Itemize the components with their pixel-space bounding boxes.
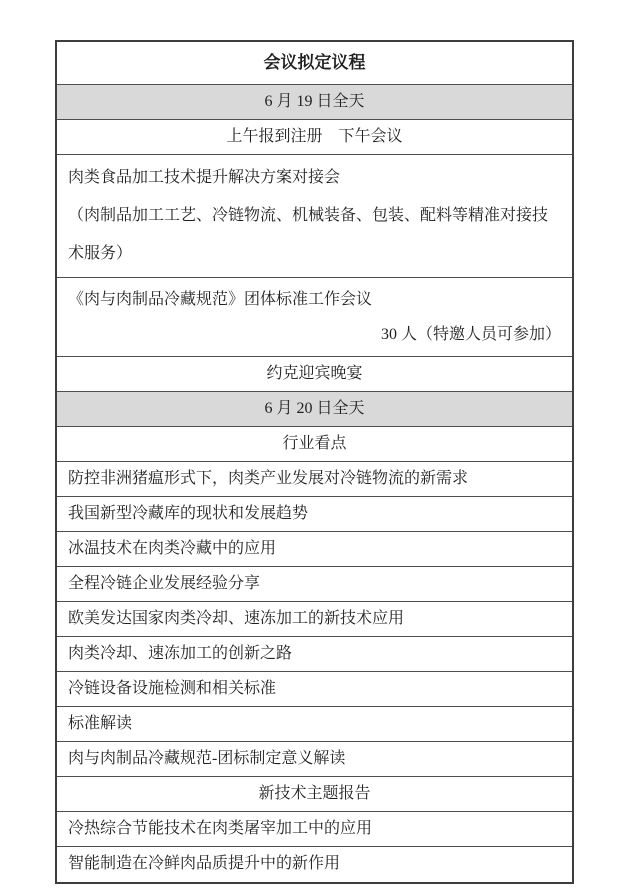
title-row bbox=[57, 42, 572, 85]
table-row bbox=[57, 847, 572, 882]
row-text: 30 人（特邀人员可参加） bbox=[380, 326, 561, 343]
row-text: 我国新型冷藏库的现状和发展趋势 bbox=[68, 504, 309, 522]
row-text: 欧美发达国家肉类冷却、速冻加工的新技术应用 bbox=[68, 609, 405, 627]
table-row bbox=[57, 532, 572, 567]
row-text: 会议拟定议程 bbox=[263, 53, 366, 73]
day-header-row bbox=[57, 85, 572, 120]
table-row bbox=[57, 602, 572, 637]
row-text: 全程冷链企业发展经验分享 bbox=[68, 574, 261, 592]
row-text: 冷热综合节能技术在肉类屠宰加工中的应用 bbox=[68, 819, 373, 837]
table-row bbox=[57, 155, 572, 278]
table-row bbox=[57, 497, 572, 532]
row-text: 约克迎宾晚宴 bbox=[266, 364, 363, 382]
row-text: 冷链设备设施检测和相关标准 bbox=[68, 679, 277, 697]
row-text: 上午报到注册 下午会议 bbox=[226, 127, 403, 145]
row-text: 6 月 19 日全天 bbox=[264, 92, 365, 110]
document-page bbox=[55, 40, 574, 884]
table-row bbox=[57, 742, 572, 777]
row-text: 行业看点 bbox=[282, 434, 347, 452]
table-row bbox=[57, 707, 572, 742]
table-row bbox=[57, 567, 572, 602]
row-text: 肉类冷却、速冻加工的创新之路 bbox=[68, 644, 293, 662]
table-row bbox=[57, 462, 572, 497]
table-row bbox=[57, 357, 572, 392]
agenda-table bbox=[55, 40, 574, 884]
table-row bbox=[57, 637, 572, 672]
table-row bbox=[57, 278, 572, 357]
table-row bbox=[57, 672, 572, 707]
table-row bbox=[57, 120, 572, 155]
row-text: 冰温技术在肉类冷藏中的应用 bbox=[68, 539, 277, 557]
row-text: 肉与肉制品冷藏规范-团标制定意义解读 bbox=[68, 749, 346, 767]
row-text: （肉制品加工工艺、冷链物流、机械装备、包装、配料等精准对接技术服务） bbox=[68, 207, 549, 262]
row-text: 6 月 20 日全天 bbox=[264, 399, 365, 417]
row-text: 标准解读 bbox=[68, 714, 133, 732]
table-row bbox=[57, 812, 572, 847]
day-header-row bbox=[57, 392, 572, 427]
table-row bbox=[57, 777, 572, 812]
row-text: 智能制造在冷鲜肉品质提升中的新作用 bbox=[68, 855, 341, 873]
row-text: 新技术主题报告 bbox=[258, 784, 371, 802]
row-text: 《肉与肉制品冷藏规范》团体标准工作会议 bbox=[68, 291, 373, 308]
row-text: 防控非洲猪瘟形式下，肉类产业发展对冷链物流的新需求 bbox=[68, 469, 469, 487]
row-text: 肉类食品加工技术提升解决方案对接会 bbox=[68, 169, 341, 186]
table-row bbox=[57, 427, 572, 462]
